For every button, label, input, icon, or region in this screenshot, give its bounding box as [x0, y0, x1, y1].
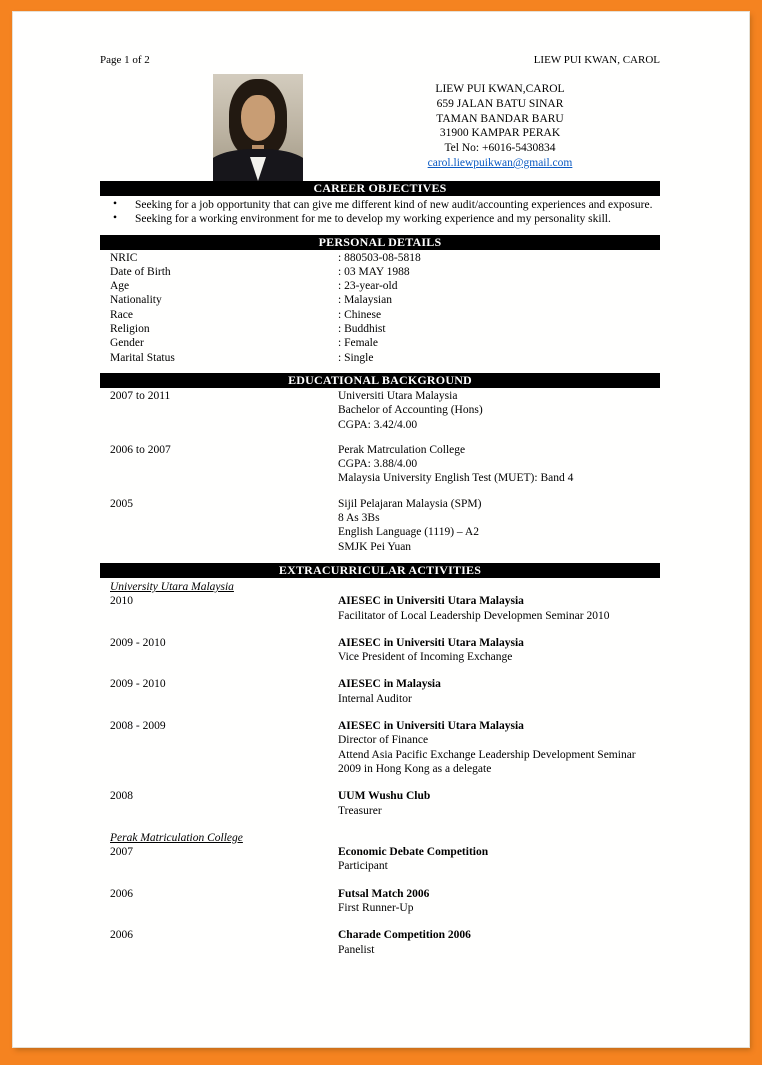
detail-label: Nationality [110, 294, 162, 307]
organization-name: Futsal Match 2006 [338, 887, 430, 900]
career-objectives-list [100, 198, 660, 227]
entry-description [338, 677, 660, 706]
objective-text: Seeking for a job opportunity that can give me different kind of new audit/accounting experiences and exposure. [135, 199, 653, 211]
entry-description [338, 719, 660, 776]
activity-entry [100, 928, 660, 957]
entry-line: CGPA: 3.88/4.00 [338, 458, 418, 471]
contact-address-line2: TAMAN BANDAR BARU [436, 112, 564, 125]
organization-name: Economic Debate Competition [338, 846, 489, 859]
resume-body [100, 181, 660, 970]
detail-label: Date of Birth [110, 265, 171, 278]
section-header-educational-background: EDUCATIONAL BACKGROUND [100, 373, 660, 388]
contact-address-line1: 659 JALAN BATU SINAR [436, 97, 564, 110]
contact-block [350, 82, 650, 171]
page-number: Page 1 of 2 [100, 54, 150, 66]
entry-line: Attend Asia Pacific Exchange Leadership Development Seminar 2009 in Hong Kong as a delegate [338, 748, 636, 775]
entry-line: Participant [338, 860, 388, 873]
education-entry [100, 389, 660, 432]
email-link[interactable]: carol.liewpuikwan@gmail.com [427, 156, 573, 169]
entry-description [338, 389, 660, 432]
entry-description [338, 443, 660, 486]
activity-entry [100, 594, 660, 623]
objective-item [100, 212, 653, 226]
section-header-career-objectives: CAREER OBJECTIVES [100, 181, 660, 196]
contact-phone: Tel No: +6016-5430834 [444, 142, 556, 155]
activity-entry [100, 887, 660, 916]
bullet-icon: • [113, 198, 118, 210]
detail-value: : Buddhist [338, 323, 386, 336]
entry-line: Malaysia University English Test (MUET): Band 4 [338, 472, 574, 485]
organization-name: AIESEC in Universiti Utara Malaysia [338, 636, 524, 649]
detail-label: Gender [110, 337, 144, 350]
group-heading: Perak Matriculation College [110, 831, 243, 844]
activity-entry [100, 789, 660, 818]
detail-label: Marital Status [110, 351, 175, 364]
organization-name: Charade Competition 2006 [338, 929, 471, 942]
photo-face-shape [241, 95, 275, 141]
education-list [100, 389, 660, 554]
detail-value: : Single [338, 351, 374, 364]
entry-line: Universiti Utara Malaysia [338, 389, 458, 402]
education-entry [100, 497, 660, 554]
entry-line: Panelist [338, 943, 375, 956]
organization-name: AIESEC in Malaysia [338, 678, 441, 691]
entry-period: 2005 [110, 497, 133, 510]
personal-detail-row [100, 308, 660, 322]
entry-line: CGPA: 3.42/4.00 [338, 418, 418, 431]
entry-line: English Language (1119) – A2 [338, 526, 479, 539]
detail-value: : 03 MAY 1988 [338, 265, 410, 278]
personal-detail-row [100, 322, 660, 336]
detail-value: : 880503-08-5818 [338, 251, 421, 264]
extracurricular-list [100, 580, 660, 957]
section-header-extracurricular-activities: EXTRACURRICULAR ACTIVITIES [100, 563, 660, 578]
entry-line: Vice President of Incoming Exchange [338, 651, 513, 664]
detail-value: : Female [338, 337, 378, 350]
detail-label: Race [110, 308, 133, 321]
organization-name: AIESEC in Universiti Utara Malaysia [338, 720, 524, 733]
entry-line: Perak Matrculation College [338, 443, 466, 456]
organization-name: UUM Wushu Club [338, 790, 431, 803]
detail-label: NRIC [110, 251, 138, 264]
page-header [100, 54, 660, 67]
entry-period: 2008 [110, 790, 133, 803]
activity-group-uum [100, 580, 660, 818]
entry-line: Director of Finance [338, 734, 429, 747]
entry-period: 2008 - 2009 [110, 720, 166, 733]
section-header-personal-details: PERSONAL DETAILS [100, 235, 660, 250]
entry-period: 2006 to 2007 [110, 443, 171, 456]
entry-description [338, 928, 660, 957]
entry-description [338, 594, 660, 623]
activity-entry [100, 845, 660, 874]
detail-value: : Chinese [338, 308, 382, 321]
personal-detail-row [100, 293, 660, 307]
entry-period: 2006 [110, 929, 133, 942]
resume-page [13, 12, 749, 1047]
entry-line: First Runner-Up [338, 901, 414, 914]
portrait-photo [213, 74, 303, 181]
entry-description [338, 789, 660, 818]
entry-line: Treasurer [338, 804, 382, 817]
personal-detail-row [100, 351, 660, 365]
activity-entry [100, 636, 660, 665]
education-entry [100, 443, 660, 486]
group-heading: University Utara Malaysia [110, 580, 234, 593]
personal-detail-row [100, 265, 660, 279]
header-name: LIEW PUI KWAN, CAROL [533, 54, 660, 66]
entry-description [338, 887, 660, 916]
entry-period: 2007 to 2011 [110, 389, 171, 402]
contact-name: LIEW PUI KWAN,CAROL [435, 83, 565, 95]
objective-item [100, 198, 653, 212]
entry-period: 2009 - 2010 [110, 678, 166, 691]
activity-entry [100, 677, 660, 706]
personal-detail-row [100, 279, 660, 293]
organization-name: AIESEC in Universiti Utara Malaysia [338, 595, 524, 608]
entry-description [338, 636, 660, 665]
personal-detail-row [100, 336, 660, 350]
entry-description [338, 497, 660, 554]
activity-entry [100, 719, 660, 776]
personal-details-table [100, 251, 660, 365]
bullet-icon: • [113, 212, 118, 225]
contact-address-line3: 31900 KAMPAR PERAK [439, 127, 561, 140]
entry-description [338, 845, 660, 874]
entry-line: Internal Auditor [338, 692, 412, 705]
detail-value: : 23-year-old [338, 280, 398, 293]
detail-label: Age [110, 280, 130, 293]
entry-period: 2007 [110, 846, 133, 859]
entry-line: Bachelor of Accounting (Hons) [338, 404, 483, 417]
entry-period: 2010 [110, 595, 133, 608]
activity-group-perak [100, 831, 660, 957]
entry-line: SMJK Pei Yuan [338, 540, 412, 553]
objective-text: Seeking for a working environment for me to develop my working experience and my personality skill. [135, 213, 611, 226]
detail-label: Religion [110, 323, 150, 336]
personal-detail-row [100, 251, 660, 265]
entry-line: 8 As 3Bs [338, 512, 380, 525]
entry-line: Sijil Pelajaran Malaysia (SPM) [338, 497, 482, 510]
entry-period: 2009 - 2010 [110, 636, 166, 649]
entry-line: Facilitator of Local Leadership Developmen Seminar 2010 [338, 609, 610, 622]
detail-value: : Malaysian [338, 294, 392, 307]
entry-period: 2006 [110, 887, 133, 900]
